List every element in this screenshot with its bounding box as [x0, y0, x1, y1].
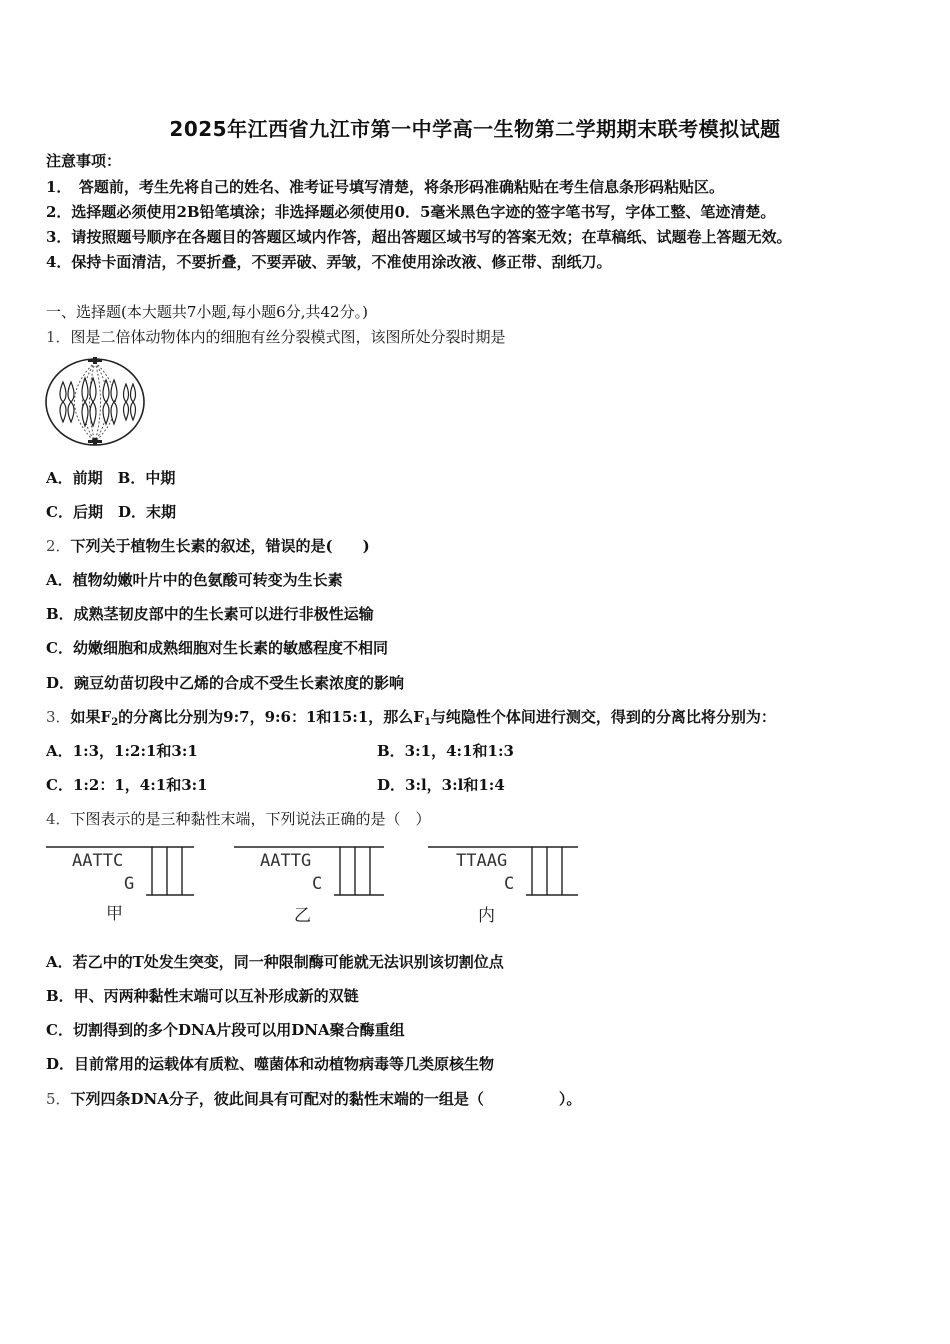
question-4-option-d: D．目前常用的运载体有质粒、噬菌体和动植物病毒等几类原核生物 [46, 1055, 495, 1073]
notice-heading: 注意事项： [46, 152, 122, 170]
top-strand-sequence: AATTC [72, 851, 124, 871]
question-text-part-2: 的分离比分别为9:7，9:6：1和15:1，那么F [118, 708, 424, 726]
question-2-option-b: B．成熟茎韧皮部中的生长素可以进行非极性运输 [46, 605, 374, 623]
question-4-option-b: B．甲、丙两种黏性末端可以互补形成新的双链 [46, 987, 359, 1005]
figure-label: 内 [478, 906, 495, 926]
subscript: 2 [111, 717, 119, 728]
question-4-option-c: C．切割得到的多个DNA片段可以用DNA聚合酶重组 [46, 1021, 405, 1039]
question-2-stem [46, 536, 370, 556]
bottom-strand-sequence: C [504, 874, 515, 894]
sticky-end-figure-jia [46, 843, 196, 923]
notice-item-4: 4．保持卡面清洁，不要折叠，不要弄破、弄皱，不准使用涂改液、修正带、刮纸刀。 [46, 253, 612, 271]
question-text-part-3: 与纯隐性个体间进行测交，得到的分离比将分别为： [430, 708, 776, 726]
question-5-stem [46, 1089, 581, 1109]
bottom-strand-sequence: C [312, 874, 323, 894]
question-4-option-a: A．若乙中的T处发生突变，同一种限制酶可能就无法识别该切割位点 [46, 953, 504, 971]
question-text: 下列四条DNA分子，彼此间具有可配对的黏性末端的一组是（ ）。 [70, 1090, 582, 1108]
question-1-options-cd: C．后期 D．末期 [46, 503, 176, 521]
question-2-option-d: D．豌豆幼苗切段中乙烯的合成不受生长素浓度的影响 [46, 674, 405, 692]
figure-label: 乙 [294, 906, 311, 926]
question-number: 1． [46, 328, 71, 346]
mitosis-cell-diagram [44, 356, 146, 448]
question-number: 3． [46, 708, 71, 726]
question-number: 2． [46, 537, 71, 555]
question-2-option-c: C．幼嫩细胞和成熟细胞对生长素的敏感程度不相同 [46, 639, 388, 657]
top-strand-sequence: TTAAG [456, 851, 508, 871]
question-1-options-ab: A．前期 B．中期 [46, 469, 176, 487]
section-heading: 一、选择题(本大题共7小题,每小题6分,共42分。) [46, 303, 368, 321]
question-3-option-c: C．1:2：1，4:1和3:1 [46, 776, 208, 794]
question-3-option-a: A．1:3，1:2:1和3:1 [46, 742, 198, 760]
question-text-part-1: 如果F [70, 708, 112, 726]
question-3-option-d: D．3:l，3:l和1:4 [377, 776, 505, 794]
top-strand-sequence: AATTG [260, 851, 312, 871]
notice-item-1: 1． 答题前，考生先将自己的姓名、准考证号填写清楚，将条形码准确粘贴在考生信息条形码粘贴区。 [46, 178, 724, 196]
question-2-option-a: A．植物幼嫩叶片中的色氨酸可转变为生长素 [46, 571, 343, 589]
question-1-stem [46, 327, 506, 347]
question-number: 4． [46, 810, 71, 828]
question-3-stem [46, 707, 776, 733]
figure-label: 甲 [106, 904, 123, 924]
notice-item-2: 2．选择题必须使用2B铅笔填涂；非选择题必须使用0．5毫米黑色字迹的签字笔书写，字体工整、笔迹清楚。 [46, 203, 776, 221]
question-4-stem [46, 809, 431, 829]
sticky-end-figure-yi [234, 843, 386, 926]
question-text: 下图表示的是三种黏性末端，下列说法正确的是（ ） [70, 810, 431, 828]
subscript: 1 [423, 717, 431, 728]
question-3-option-b: B．3:1，4:1和1:3 [377, 742, 514, 760]
notice-item-3: 3．请按照题号顺序在各题目的答题区域内作答，超出答题区域书写的答案无效；在草稿纸、试题卷上答题无效。 [46, 228, 792, 246]
bottom-strand-sequence: G [124, 874, 135, 894]
page-title: 2025年江西省九江市第一中学高一生物第二学期期末联考模拟试题 [169, 117, 781, 141]
question-text: 图是二倍体动物体内的细胞有丝分裂模式图，该图所处分裂时期是 [70, 328, 506, 346]
sticky-end-figure-nei [428, 843, 580, 926]
question-text: 下列关于植物生长素的叙述，错误的是( ) [70, 537, 370, 555]
question-number: 5． [46, 1090, 71, 1108]
